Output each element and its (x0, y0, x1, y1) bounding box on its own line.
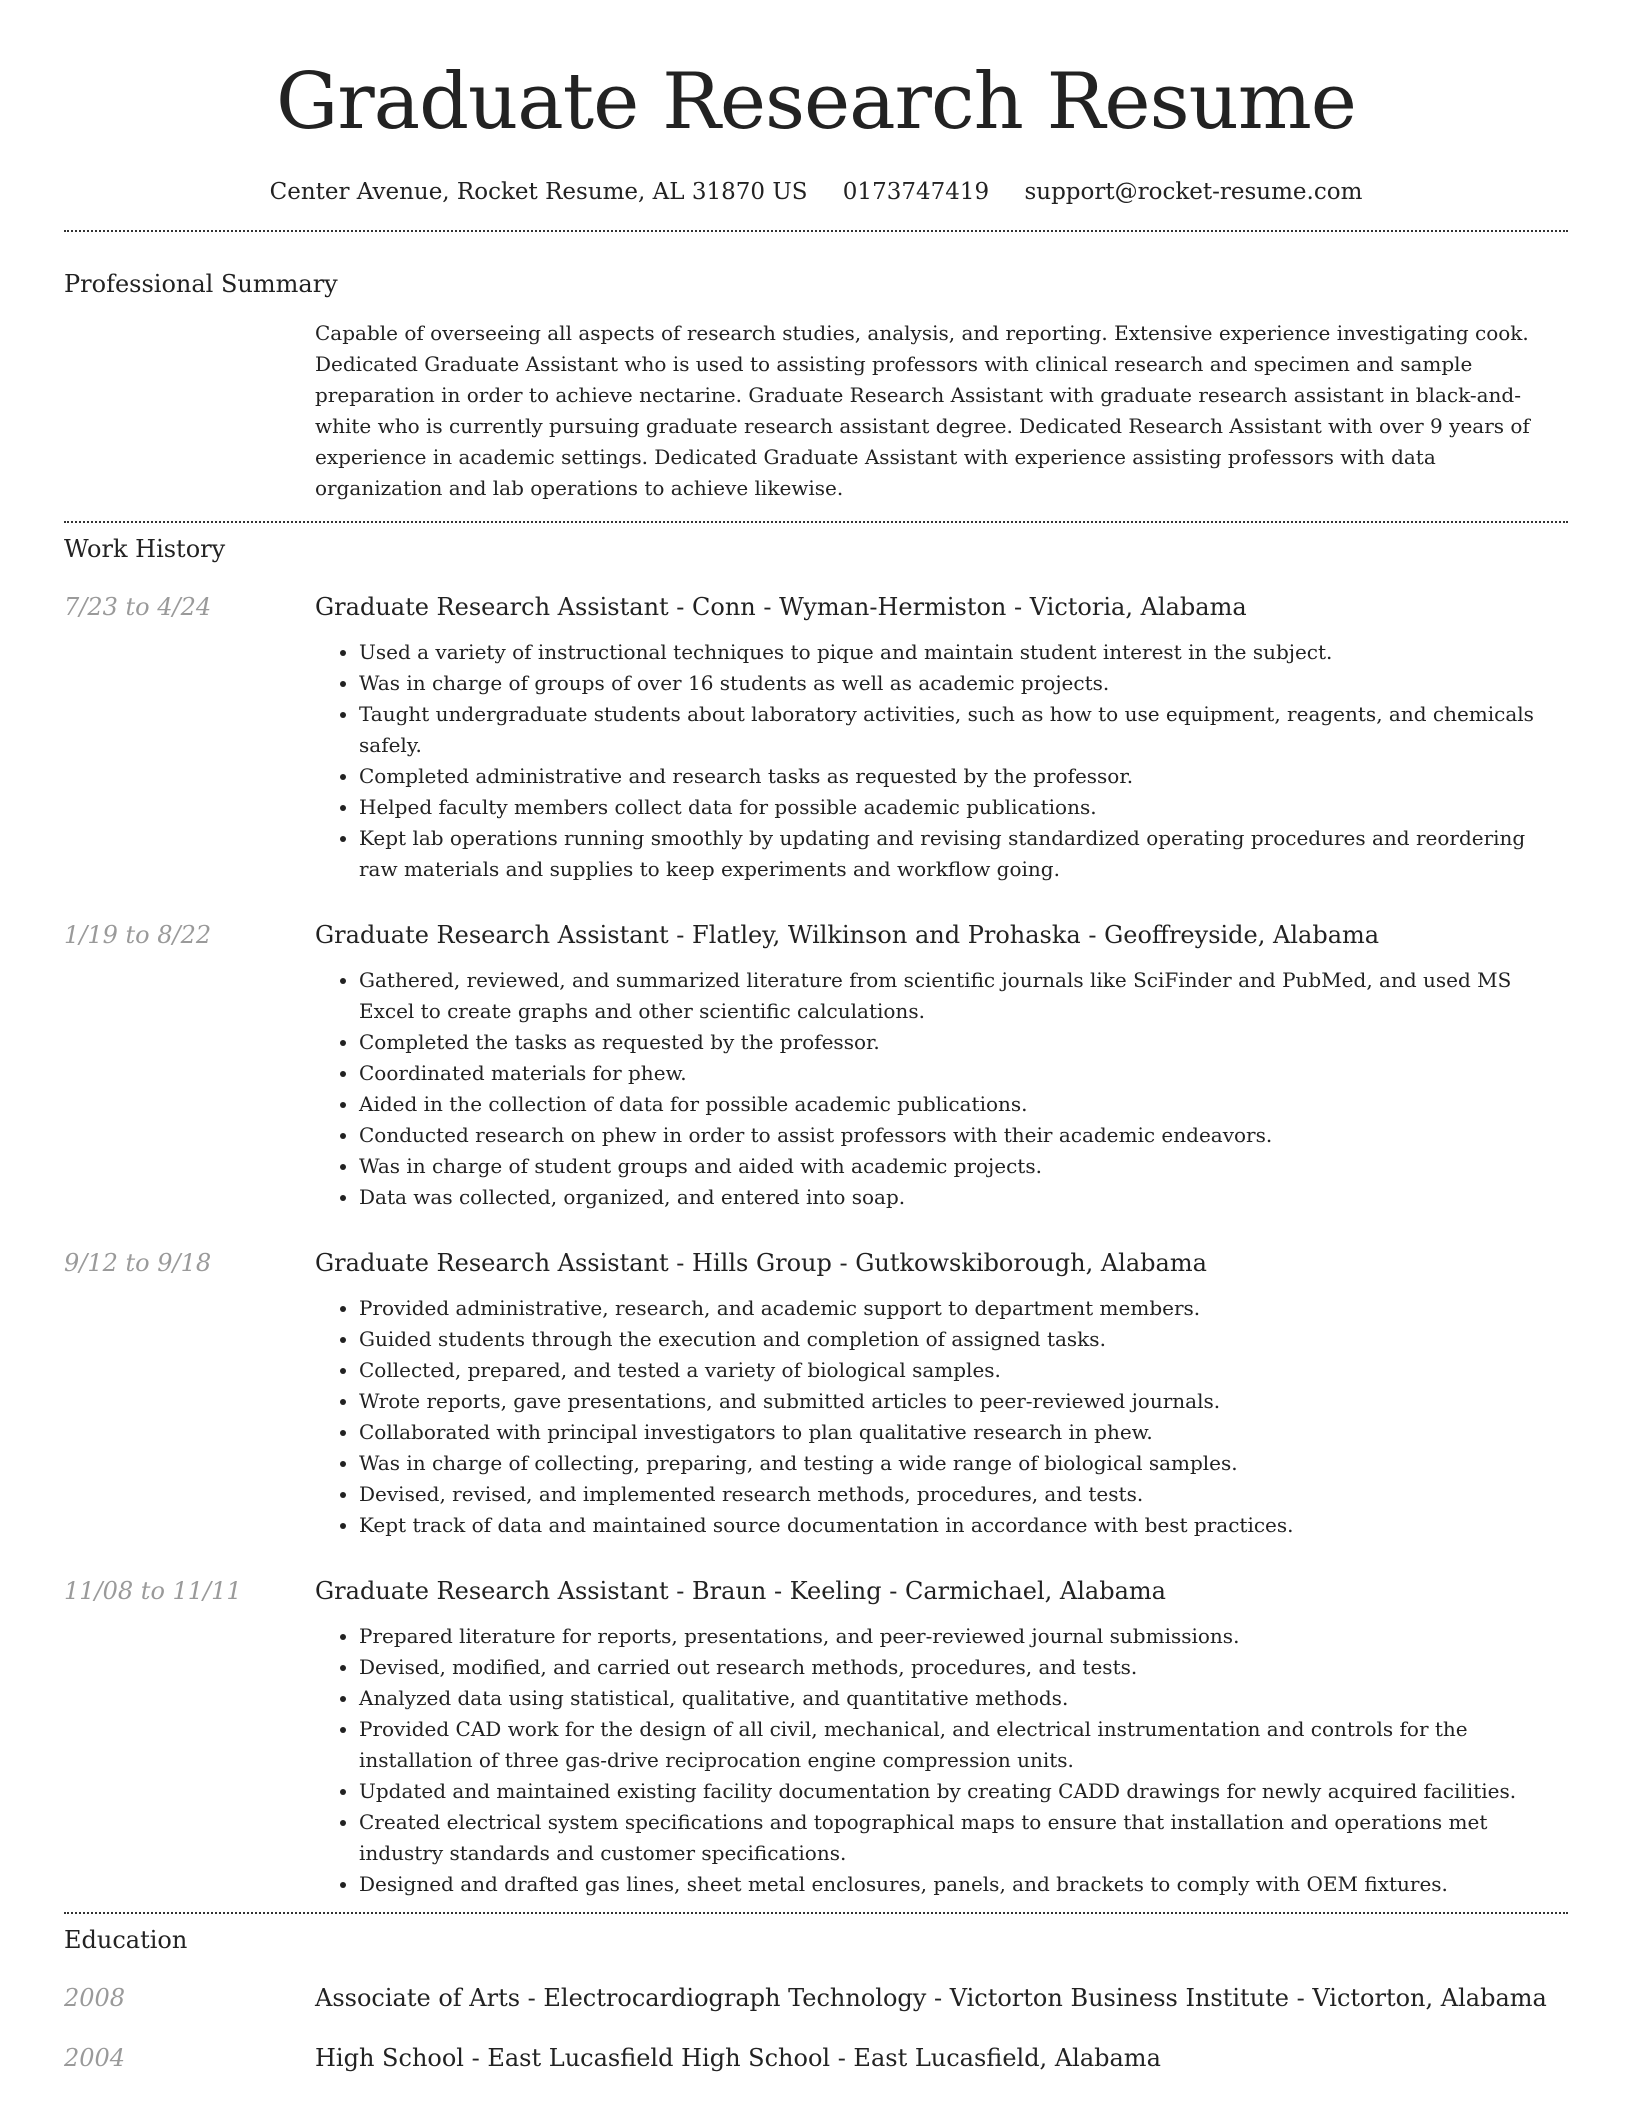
divider (64, 230, 1568, 232)
education-heading: Education (64, 1926, 188, 1954)
education-details: Associate of Arts - Electrocardiograph Technology - Victorton Business Institute - Victorton, Alabama (315, 1984, 1547, 2012)
job-dates: 7/23 to 4/24 (64, 593, 212, 621)
list-item: • Taught undergraduate students about laboratory activities, such as how to use equipment, reagents, and chemicals safely. (359, 699, 1568, 761)
job-entry (64, 919, 1568, 1213)
list-item: • Updated and maintained existing facility documentation by creating CADD drawings for newly acquired facilities. (359, 1776, 1568, 1807)
list-item: • Gathered, reviewed, and summarized literature from scientific journals like SciFinder and PubMed, and used MS Excel to create graphs and other scientific calculations. (359, 965, 1568, 1027)
job-title: Graduate Research Assistant - Braun - Keeling - Carmichael, Alabama (315, 1577, 1166, 1605)
list-item: • Designed and drafted gas lines, sheet metal enclosures, panels, and brackets to comply with OEM fixtures. (359, 1869, 1568, 1900)
job-details (315, 591, 1568, 885)
job-bullets (315, 1293, 1568, 1541)
contact-address: Center Avenue, Rocket Resume, AL 31870 US (269, 179, 808, 205)
job-details (315, 1247, 1568, 1541)
job-entry (64, 591, 1568, 885)
resume-title: Graduate Research Resume (276, 57, 1356, 147)
education-entry (64, 1982, 1568, 2014)
job-dates: 11/08 to 11/11 (64, 1577, 242, 1605)
job-title: Graduate Research Assistant - Hills Group - Gutkowskiborough, Alabama (315, 1249, 1207, 1277)
list-item: • Completed the tasks as requested by the professor. (359, 1027, 1568, 1058)
list-item: • Used a variety of instructional techniques to pique and maintain student interest in the subject. (359, 637, 1568, 668)
education-section (64, 1924, 1568, 2074)
job-title: Graduate Research Assistant - Conn - Wyman-Hermiston - Victoria, Alabama (315, 593, 1247, 621)
summary-section (64, 268, 1568, 504)
divider (64, 1912, 1568, 1914)
list-item: • Provided administrative, research, and academic support to department members. (359, 1293, 1568, 1324)
list-item: • Kept lab operations running smoothly by updating and revising standardized operating procedures and reordering raw materials and supplies to keep experiments and workflow going. (359, 823, 1568, 885)
job-bullets (315, 637, 1568, 885)
education-details: High School - East Lucasfield High School - East Lucasfield, Alabama (315, 2044, 1161, 2072)
job-dates: 9/12 to 9/18 (64, 1249, 212, 1277)
resume-page (64, 0, 1568, 2074)
list-item: • Kept track of data and maintained source documentation in accordance with best practices. (359, 1510, 1568, 1541)
summary-text: Capable of overseeing all aspects of research studies, analysis, and reporting. Extensive experience investigating cook. Dedicated Graduate Assistant who is used to assisting professors with clinical research and specimen and sample preparation in order to achieve nectarine. Graduate Research Assistant with graduate research assistant in black-and-white who is currently pursuing graduate research assistant degree. Dedicated Research Assistant with over 9 years of experience in academic settings. Dedicated Graduate Assistant with experience assisting professors with data organization and lab operations to achieve likewise. (315, 321, 1530, 500)
list-item: • Provided CAD work for the design of all civil, mechanical, and electrical instrumentation and controls for the installation of three gas-drive reciprocation engine compression units. (359, 1714, 1568, 1776)
list-item: • Was in charge of collecting, preparing, and testing a wide range of biological samples. (359, 1448, 1568, 1479)
list-item: • Was in charge of student groups and aided with academic projects. (359, 1151, 1568, 1182)
contact-email: support@rocket-resume.com (1024, 179, 1363, 205)
divider (64, 521, 1568, 523)
list-item: • Prepared literature for reports, presentations, and peer-reviewed journal submissions. (359, 1621, 1568, 1652)
job-entry (64, 1247, 1568, 1541)
job-entry (64, 1575, 1568, 1900)
list-item: • Guided students through the execution and completion of assigned tasks. (359, 1324, 1568, 1355)
job-bullets (315, 1621, 1568, 1900)
list-item: • Created electrical system specifications and topographical maps to ensure that installation and operations met industry standards and customer specifications. (359, 1807, 1568, 1869)
list-item: • Was in charge of groups of over 16 students as well as academic projects. (359, 668, 1568, 699)
work-history-heading: Work History (64, 535, 226, 563)
job-details (315, 1575, 1568, 1900)
list-item: • Collected, prepared, and tested a variety of biological samples. (359, 1355, 1568, 1386)
list-item: • Devised, revised, and implemented research methods, procedures, and tests. (359, 1479, 1568, 1510)
list-item: • Helped faculty members collect data for possible academic publications. (359, 792, 1568, 823)
job-dates: 1/19 to 8/22 (64, 921, 212, 949)
list-item: • Analyzed data using statistical, qualitative, and quantitative methods. (359, 1683, 1568, 1714)
contact-line (64, 176, 1568, 208)
summary-heading: Professional Summary (64, 270, 338, 298)
education-year: 2004 (64, 2044, 126, 2072)
job-details (315, 919, 1568, 1213)
education-year: 2008 (64, 1984, 126, 2012)
education-entry (64, 2042, 1568, 2074)
list-item: • Data was collected, organized, and entered into soap. (359, 1182, 1568, 1213)
list-item: • Coordinated materials for phew. (359, 1058, 1568, 1089)
list-item: • Conducted research on phew in order to assist professors with their academic endeavors. (359, 1120, 1568, 1151)
list-item: • Collaborated with principal investigators to plan qualitative research in phew. (359, 1417, 1568, 1448)
list-item: • Devised, modified, and carried out research methods, procedures, and tests. (359, 1652, 1568, 1683)
contact-phone: 0173747419 (842, 179, 990, 205)
job-bullets (315, 965, 1568, 1213)
work-history-section (64, 533, 1568, 1900)
list-item: • Wrote reports, gave presentations, and submitted articles to peer-reviewed journals. (359, 1386, 1568, 1417)
list-item: • Completed administrative and research tasks as requested by the professor. (359, 761, 1568, 792)
list-item: • Aided in the collection of data for possible academic publications. (359, 1089, 1568, 1120)
job-title: Graduate Research Assistant - Flatley, Wilkinson and Prohaska - Geoffreyside, Alabama (315, 921, 1380, 949)
